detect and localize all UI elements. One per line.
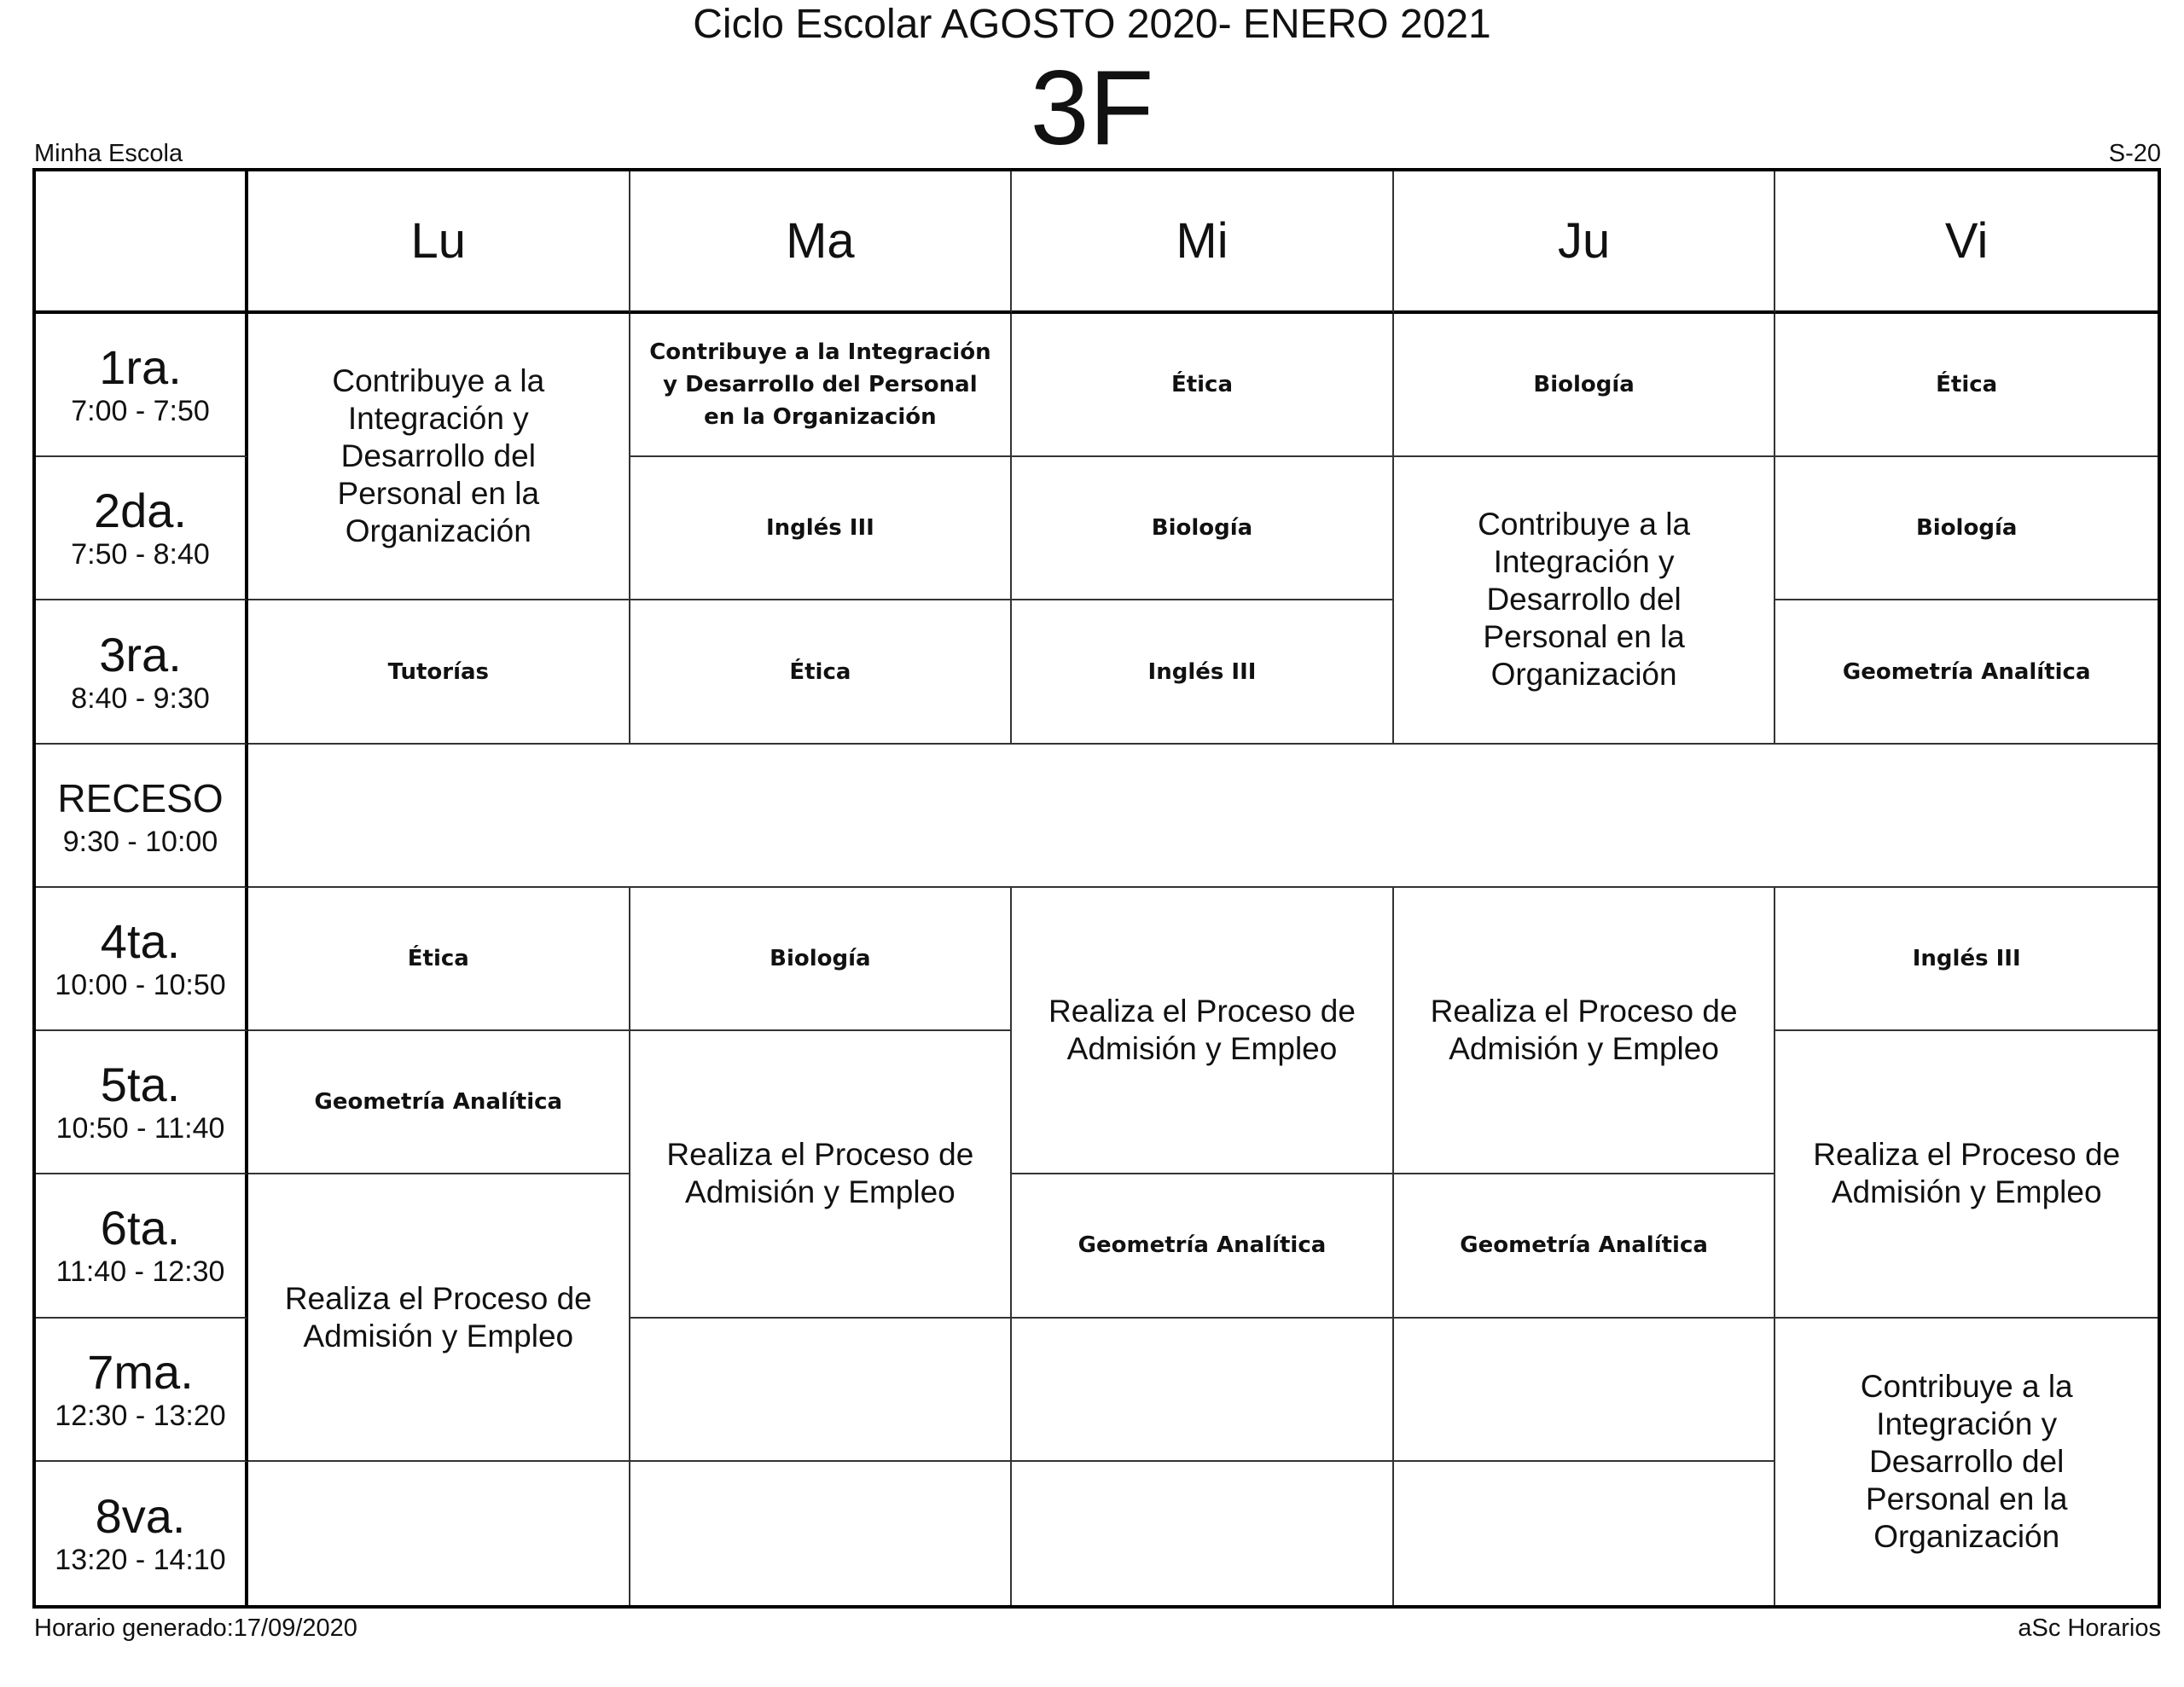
empty-cell — [1394, 1319, 1776, 1462]
schedule-title: Ciclo Escolar AGOSTO 2020- ENERO 2021 — [693, 2, 1491, 47]
lesson-cell: Realiza el Proceso de Admisión y Empleo — [1012, 888, 1394, 1174]
lesson-cell: Tutorías — [248, 600, 630, 744]
period-time: 7:50 - 8:40 — [71, 538, 210, 571]
empty-cell — [1394, 1462, 1776, 1605]
lesson-cell: Contribuye a la Integración y Desarrollo del Personal en la Organización — [1394, 457, 1776, 744]
lesson-cell: Ética — [630, 600, 1013, 744]
period-time: 11:40 - 12:30 — [55, 1255, 225, 1289]
period-header — [36, 1319, 248, 1462]
day-header-ju: Ju — [1394, 171, 1776, 314]
lesson-cell: Realiza el Proceso de Admisión y Empleo — [1775, 1031, 2158, 1318]
lesson-cell: Ética — [248, 888, 630, 1031]
period-time: 8:40 - 9:30 — [71, 681, 210, 715]
lesson-cell: Geometría Analítica — [248, 1031, 630, 1174]
period-header — [36, 1031, 248, 1174]
lesson-cell: Realiza el Proceso de Admisión y Empleo — [248, 1174, 630, 1461]
period-time: 10:00 - 10:50 — [55, 968, 226, 1001]
period-name: 1ra. — [99, 340, 182, 395]
lesson-cell: Inglés III — [1775, 888, 2158, 1031]
period-time: 13:20 - 14:10 — [55, 1543, 226, 1576]
school-name: Minha Escola — [34, 140, 183, 167]
lesson-cell: Ética — [1775, 314, 2158, 457]
lesson-cell: Contribuye a la Integración y Desarrollo del Personal en la Organización — [630, 314, 1013, 457]
period-name: 3ra. — [99, 627, 182, 681]
empty-cell — [630, 1462, 1013, 1605]
schedule-code: S-20 — [2108, 140, 2161, 167]
break-row — [248, 745, 2158, 888]
period-header — [36, 314, 248, 457]
period-time: 12:30 - 13:20 — [55, 1399, 226, 1432]
lesson-cell: Biología — [630, 888, 1013, 1031]
empty-cell — [1012, 1462, 1394, 1605]
period-name: 2da. — [94, 484, 187, 538]
period-name: RECESO — [57, 775, 224, 820]
lesson-cell: Biología — [1775, 457, 2158, 600]
empty-cell — [248, 1462, 630, 1605]
timetable-grid — [32, 168, 2161, 1609]
lesson-cell: Contribuye a la Integración y Desarrollo del Personal en la Organización — [1860, 1368, 2073, 1554]
lesson-cell: Biología — [1394, 314, 1776, 457]
day-header-lu: Lu — [248, 171, 630, 314]
period-header — [36, 745, 248, 888]
period-header — [36, 600, 248, 744]
empty-cell — [630, 1319, 1013, 1462]
corner-cell — [36, 171, 248, 314]
period-time: 7:00 - 7:50 — [71, 395, 210, 428]
lesson-cell: Ética — [1012, 314, 1394, 457]
class-name: 3F — [1030, 49, 1154, 167]
period-header — [36, 1462, 248, 1605]
period-header — [36, 457, 248, 600]
period-name: 6ta. — [100, 1201, 181, 1255]
empty-cell — [1012, 1319, 1394, 1462]
lesson-cell: Geometría Analítica — [1012, 1174, 1394, 1318]
period-name: 7ma. — [87, 1344, 194, 1399]
period-header — [36, 888, 248, 1031]
lesson-cell: Geometría Analítica — [1394, 1174, 1776, 1318]
period-time: 10:50 - 11:40 — [55, 1112, 225, 1145]
period-name: 4ta. — [100, 913, 181, 968]
lesson-cell: Biología — [1012, 457, 1394, 600]
lesson-cell: Contribuye a la Integración y Desarrollo del Personal en la Organización — [248, 314, 630, 600]
lesson-cell: Inglés III — [630, 457, 1013, 600]
lesson-cell: Realiza el Proceso de Admisión y Empleo — [1394, 888, 1776, 1174]
lesson-cell: Realiza el Proceso de Admisión y Empleo — [630, 1031, 1013, 1318]
software-name: aSc Horarios — [2018, 1615, 2161, 1642]
day-header-ma: Ma — [630, 171, 1013, 314]
period-name: 8va. — [95, 1488, 186, 1543]
lesson-cell: Inglés III — [1012, 600, 1394, 744]
period-header — [36, 1174, 248, 1318]
period-name: 5ta. — [100, 1058, 181, 1112]
day-header-vi: Vi — [1775, 171, 2158, 314]
period-time: 9:30 - 10:00 — [62, 825, 218, 858]
generated-date: Horario generado:17/09/2020 — [34, 1615, 357, 1642]
day-header-mi: Mi — [1012, 171, 1394, 314]
lesson-cell: Geometría Analítica — [1775, 600, 2158, 744]
